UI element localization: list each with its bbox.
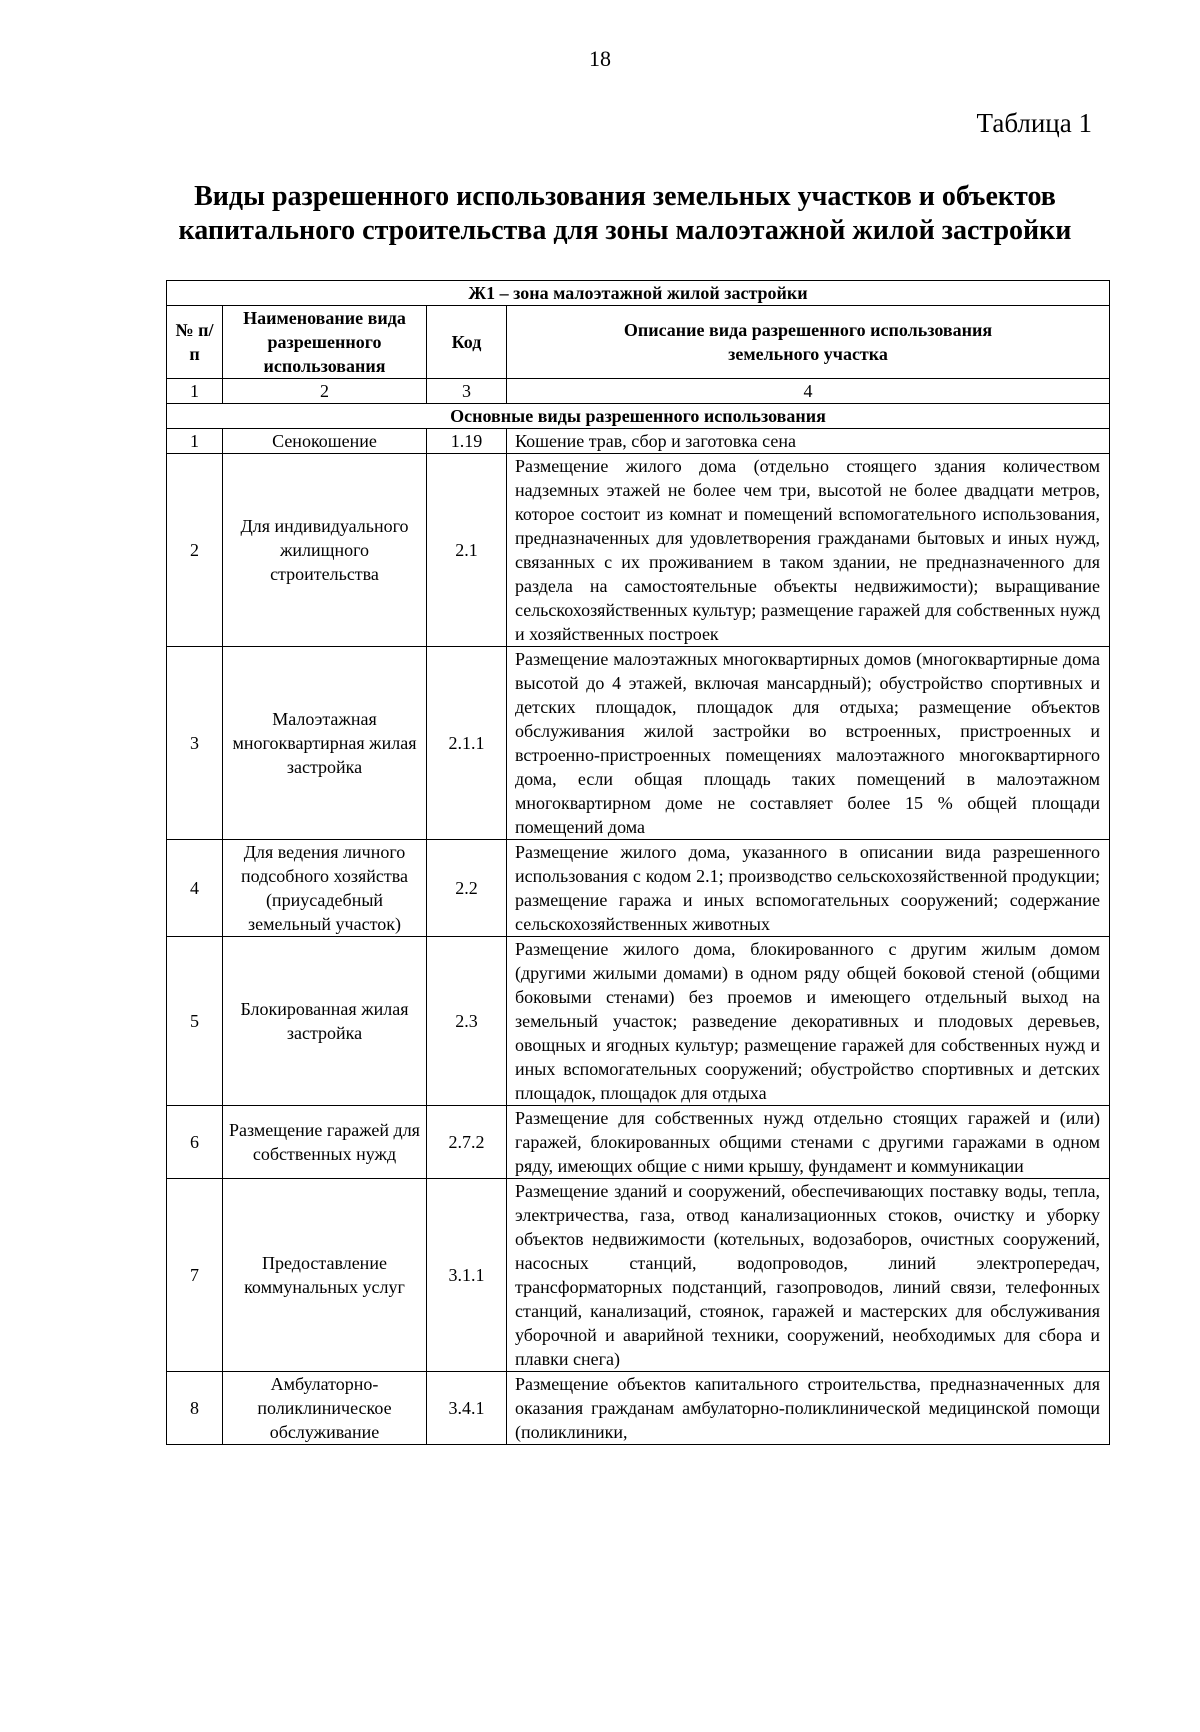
column-index: 4	[507, 379, 1110, 404]
row-number: 1	[167, 429, 223, 454]
section-row	[167, 404, 1110, 429]
row-code: 2.3	[427, 937, 507, 1106]
row-code: 2.2	[427, 840, 507, 937]
table-caption: Таблица 1	[976, 108, 1092, 138]
row-number: 7	[167, 1179, 223, 1372]
document-title-line-2: капитального строительства для зоны малоэтажной жилой застройки	[178, 215, 1072, 246]
row-code: 2.1.1	[427, 647, 507, 840]
document-title-line-1: Виды разрешенного использования земельных участков и объектов	[194, 181, 1056, 212]
row-use-name: Для индивидуального жилищного строительства	[223, 454, 427, 647]
page-number: 18	[589, 46, 611, 71]
column-index: 3	[427, 379, 507, 404]
row-description: Размещение жилого дома (отдельно стоящего здания количеством надземных этажей не более чем три, высотой не более двадцати метров, которое состоит из комнат и помещений вспомогательного использования, предназначенных для удовлетворения гражданами бытовых и иных нужд, связанных с их проживанием в таком здании, не предназначенного для раздела на самостоятельные объекты недвижимости); выращивание сельскохозяйственных культур; размещение гаражей для собственных нужд и хозяйственных построек	[507, 454, 1110, 647]
table-row	[167, 1372, 1110, 1445]
row-code: 1.19	[427, 429, 507, 454]
header-row	[167, 306, 1110, 379]
row-description: Размещение зданий и сооружений, обеспечивающих поставку воды, тепла, электричества, газа, отвод канализационных стоков, очистку и уборку объектов недвижимости (котельных, водозаборов, очистных сооружений, насосных станций, водопроводов, линий электропередач, трансформаторных подстанций, газопроводов, линий связи, телефонных станций, канализаций, стоянок, гаражей и мастерских для обслуживания уборочной и аварийной техники, сооружений, необходимых для сбора и плавки снега)	[507, 1179, 1110, 1372]
column-index: 2	[223, 379, 427, 404]
zone-title-row	[167, 281, 1110, 306]
row-number: 3	[167, 647, 223, 840]
column-index-row	[167, 379, 1110, 404]
row-number: 8	[167, 1372, 223, 1445]
table-row	[167, 429, 1110, 454]
header-name: Наименование вида разрешенного использования	[223, 306, 427, 379]
header-code: Код	[427, 306, 507, 379]
row-code: 3.1.1	[427, 1179, 507, 1372]
row-number: 4	[167, 840, 223, 937]
row-use-name: Блокированная жилая застройка	[223, 937, 427, 1106]
row-description: Кошение трав, сбор и заготовка сена	[507, 429, 1110, 454]
row-use-name: Сенокошение	[223, 429, 427, 454]
section-title: Основные виды разрешенного использования	[167, 404, 1110, 429]
row-description: Размещение объектов капитального строительства, предназначенных для оказания гражданам амбулаторно-поликлинической медицинской помощи (поликлиники,	[507, 1372, 1110, 1445]
table-row	[167, 647, 1110, 840]
row-use-name: Предоставление коммунальных услуг	[223, 1179, 427, 1372]
table-row	[167, 1179, 1110, 1372]
row-description: Размещение малоэтажных многоквартирных домов (многоквартирные дома высотой до 4 этажей, включая мансардный); обустройство спортивных и детских площадок, площадок для отдыха; размещение объектов обслуживания жилой застройки во встроенных, пристроенных и встроенно-пристроенных помещениях малоэтажного многоквартирного дома, если общая площадь таких помещений в малоэтажном многоквартирном доме не составляет более 15 % общей площади помещений дома	[507, 647, 1110, 840]
table-body	[167, 429, 1110, 1445]
land-use-table	[166, 280, 1110, 1445]
row-description: Размещение жилого дома, блокированного с другим жилым домом (другими жилыми домами) в одном ряду общей боковой стеной (общими боковыми стенами) без проемов и имеющего отдельный выход на земельный участок; разведение декоративных и плодовых деревьев, овощных и ягодных культур; размещение гаражей для собственных нужд и иных вспомогательных сооружений; обустройство спортивных и детских площадок, площадок для отдыха	[507, 937, 1110, 1106]
row-number: 5	[167, 937, 223, 1106]
document-title	[150, 180, 1100, 248]
table-row	[167, 454, 1110, 647]
row-code: 3.4.1	[427, 1372, 507, 1445]
row-code: 2.1	[427, 454, 507, 647]
row-number: 6	[167, 1106, 223, 1179]
table-row	[167, 1106, 1110, 1179]
row-use-name: Малоэтажная многоквартирная жилая застройка	[223, 647, 427, 840]
row-description: Размещение жилого дома, указанного в описании вида разрешенного использования с кодом 2.1; производство сельскохозяйственной продукции; размещение гаража и иных вспомогательных сооружений; содержание сельскохозяйственных животных	[507, 840, 1110, 937]
table-row	[167, 937, 1110, 1106]
row-use-name: Размещение гаражей для собственных нужд	[223, 1106, 427, 1179]
row-description: Размещение для собственных нужд отдельно стоящих гаражей и (или) гаражей, блокированных общими стенами с другими гаражами в одном ряду, имеющих общие с ними крышу, фундамент и коммуникации	[507, 1106, 1110, 1179]
zone-title: Ж1 – зона малоэтажной жилой застройки	[167, 281, 1110, 306]
header-desc: Описание вида разрешенного использования земельного участка	[507, 306, 1110, 379]
table-row	[167, 840, 1110, 937]
header-num: № п/п	[167, 306, 223, 379]
row-code: 2.7.2	[427, 1106, 507, 1179]
row-use-name: Для ведения личного подсобного хозяйства (приусадебный земельный участок)	[223, 840, 427, 937]
row-number: 2	[167, 454, 223, 647]
row-use-name: Амбулаторно-поликлиническое обслуживание	[223, 1372, 427, 1445]
column-index: 1	[167, 379, 223, 404]
